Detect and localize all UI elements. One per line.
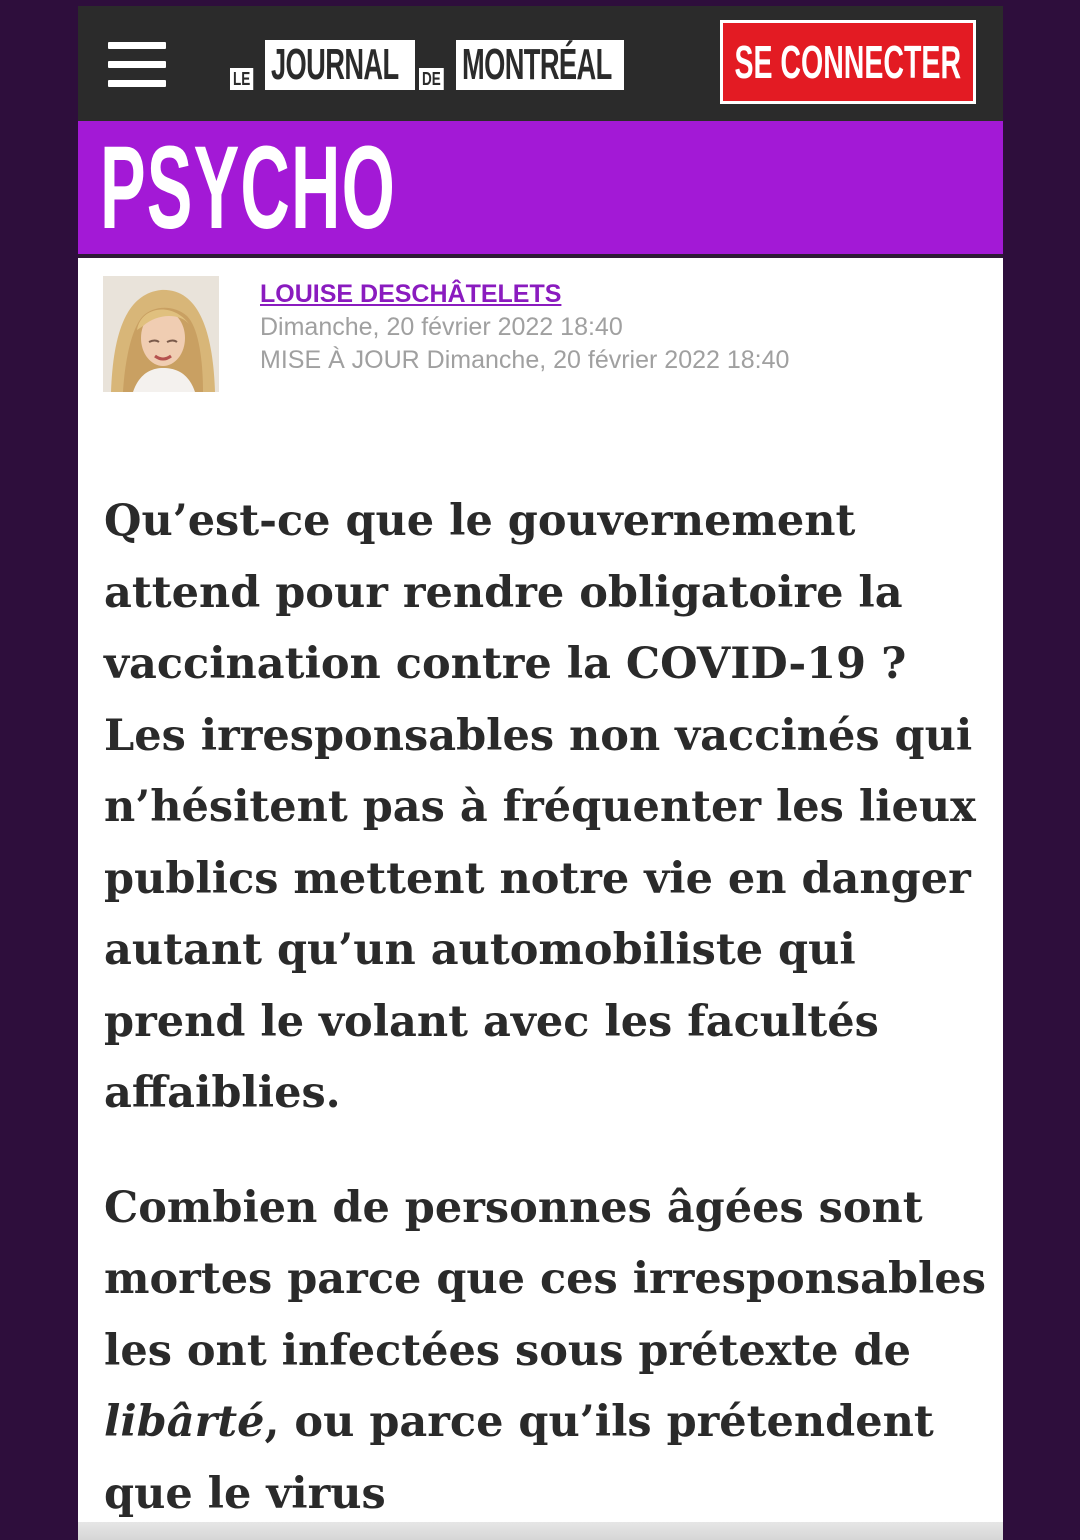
section-title[interactable]: PSYCHO (100, 122, 396, 254)
author-avatar[interactable] (103, 276, 219, 392)
logo-montreal: MONTRÉAL (456, 40, 624, 90)
login-button-label: SE CONNECTER (734, 36, 962, 88)
article-page (78, 6, 1003, 1540)
logo-journal: JOURNAL (265, 40, 415, 90)
site-logo[interactable] (230, 38, 624, 90)
top-navigation-bar (78, 6, 1003, 121)
updated-date: MISE À JOUR Dimanche, 20 février 2022 18:40 (260, 346, 790, 374)
article-paragraph: Combien de personnes âgées sont mortes parce que ces irresponsables les ont infectées sous prétexte de libârté, ou parce qu’ils prétendent que le virus (104, 1182, 986, 1519)
byline (78, 266, 1003, 406)
emphasis-text: libârté (104, 1397, 265, 1447)
logo-le: LE (230, 68, 253, 90)
hamburger-menu-icon[interactable] (108, 42, 166, 88)
bottom-bar (78, 1522, 1003, 1540)
logo-de: DE (419, 68, 444, 90)
login-button[interactable] (720, 20, 976, 104)
article-body (104, 486, 994, 1530)
published-date: Dimanche, 20 février 2022 18:40 (260, 313, 623, 341)
section-header (78, 121, 1003, 254)
author-link[interactable]: LOUISE DESCHÂTELETS (260, 280, 562, 308)
article-paragraph: Qu’est-ce que le gouvernement attend pour rendre obligatoire la vaccination contre la COVID-19 ? Les irresponsables non vaccinés qui n’hésitent pas à fréquenter les lieux publics mettent notre vie en danger autant qu’un automobiliste qui prend le volant avec les facultés affaiblies. (104, 496, 976, 1118)
